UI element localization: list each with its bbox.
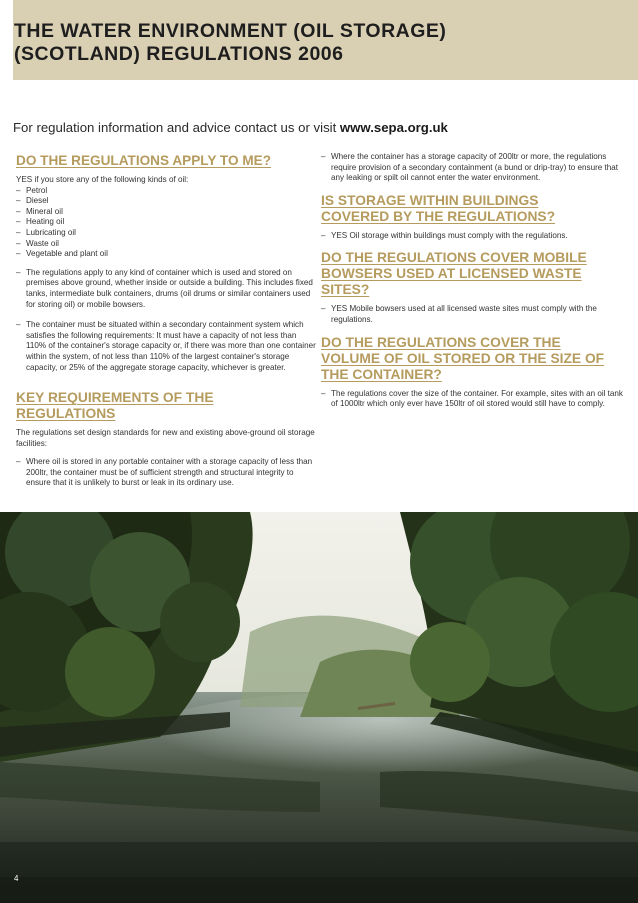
- page-title-line-1: THE WATER ENVIRONMENT (OIL STORAGE): [14, 20, 447, 42]
- apply-conditions-list: [16, 268, 316, 373]
- title-band-edge: [0, 0, 13, 80]
- oil-type-item: – Heating oil: [16, 217, 316, 228]
- lake-photo-illustration: [0, 512, 638, 903]
- bowsers-question-line-2: BOWSERS USED AT LICENSED WASTE: [321, 266, 582, 282]
- secondary-containment-bullet: – The container must be situated within a secondary containment system which satisfies the following requirements: It must have a capacity of not less than 110% of the container's storage capacity or, if there was more than one container within the system, of not less than 110% of the largest container's storage capacity, or 25% of the aggregate storage capacity, whichever is greater.: [16, 320, 316, 373]
- apply-heading: DO THE REGULATIONS APPLY TO ME?: [16, 153, 272, 168]
- oil-types-list: [16, 186, 316, 260]
- key-requirements-heading-line-1: KEY REQUIREMENTS OF THE: [16, 390, 214, 406]
- volume-question-line-3: THE CONTAINER?: [321, 366, 442, 382]
- buildings-answer-list: [321, 231, 626, 242]
- page-title-line-2: (SCOTLAND) REGULATIONS 2006: [14, 43, 344, 65]
- right-column: [321, 152, 626, 410]
- volume-answer-list: [321, 389, 626, 410]
- volume-question-heading: [321, 335, 626, 383]
- apply-intro: YES if you store any of the following kinds of oil:: [16, 175, 189, 184]
- containment-list: [321, 152, 626, 184]
- bowsers-question-heading: [321, 250, 626, 298]
- portable-container-bullet: – Where oil is stored in any portable container with a storage capacity of less than 200ltr, the container must be of sufficient strength and structural integrity to ensure that it is unlikely to burst or leak in its ordinary use.: [16, 457, 316, 489]
- buildings-question-heading: [321, 193, 626, 225]
- bowsers-answer: – YES Mobile bowsers used at all licensed waste sites must comply with the regulations.: [321, 304, 626, 325]
- bowsers-answer-list: [321, 304, 626, 325]
- key-requirements-heading-line-2: REGULATIONS: [16, 406, 116, 422]
- volume-question-line-2: VOLUME OF OIL STORED OR THE SIZE OF: [321, 350, 605, 366]
- key-requirements-intro: The regulations set design standards for new and existing above-ground oil storage facilities:: [16, 428, 315, 448]
- key-requirements-list: [16, 457, 316, 489]
- contact-text: For regulation information and advice contact us or visit: [13, 120, 340, 135]
- left-column: [16, 152, 316, 489]
- buildings-question-line-1: IS STORAGE WITHIN BUILDINGS: [321, 192, 539, 208]
- oil-type-item: – Waste oil: [16, 239, 316, 250]
- lake-photo: [0, 512, 638, 903]
- page-number: 4: [14, 874, 19, 883]
- oil-type-item: – Diesel: [16, 196, 316, 207]
- container-scope-bullet: – The regulations apply to any kind of container which is used and stored on premises above ground, whether inside or outside a building. This includes fixed tanks, intermediate bulk containers, drums (oil drums or similar containers used for storing oil) or mobile bowsers.: [16, 268, 316, 310]
- contact-line: [13, 120, 448, 136]
- sepa-website-link[interactable]: www.sepa.org.uk: [339, 120, 448, 135]
- buildings-question-line-2: COVERED BY THE REGULATIONS?: [321, 208, 556, 224]
- buildings-answer: – YES Oil storage within buildings must comply with the regulations.: [321, 231, 626, 242]
- oil-type-item: – Vegetable and plant oil: [16, 249, 316, 260]
- bowsers-question-line-3: SITES?: [321, 282, 370, 298]
- bowsers-question-line-1: DO THE REGULATIONS COVER MOBILE: [321, 250, 587, 266]
- page-title: [14, 20, 446, 66]
- large-container-bullet: – Where the container has a storage capacity of 200ltr or more, the regulations require provision of a secondary containment (a bund or drip-tray) to ensure that any leaking or spilt oil cannot enter the water environment.: [321, 152, 626, 184]
- oil-type-item: – Mineral oil: [16, 207, 316, 218]
- volume-question-line-1: DO THE REGULATIONS COVER THE: [321, 334, 561, 350]
- oil-type-item: – Petrol: [16, 186, 316, 197]
- volume-answer: – The regulations cover the size of the container. For example, sites with an oil tank of 1000ltr which only ever have 150ltr of oil stored would still have to comply.: [321, 389, 626, 410]
- key-requirements-heading: [16, 390, 316, 422]
- oil-type-item: – Lubricating oil: [16, 228, 316, 239]
